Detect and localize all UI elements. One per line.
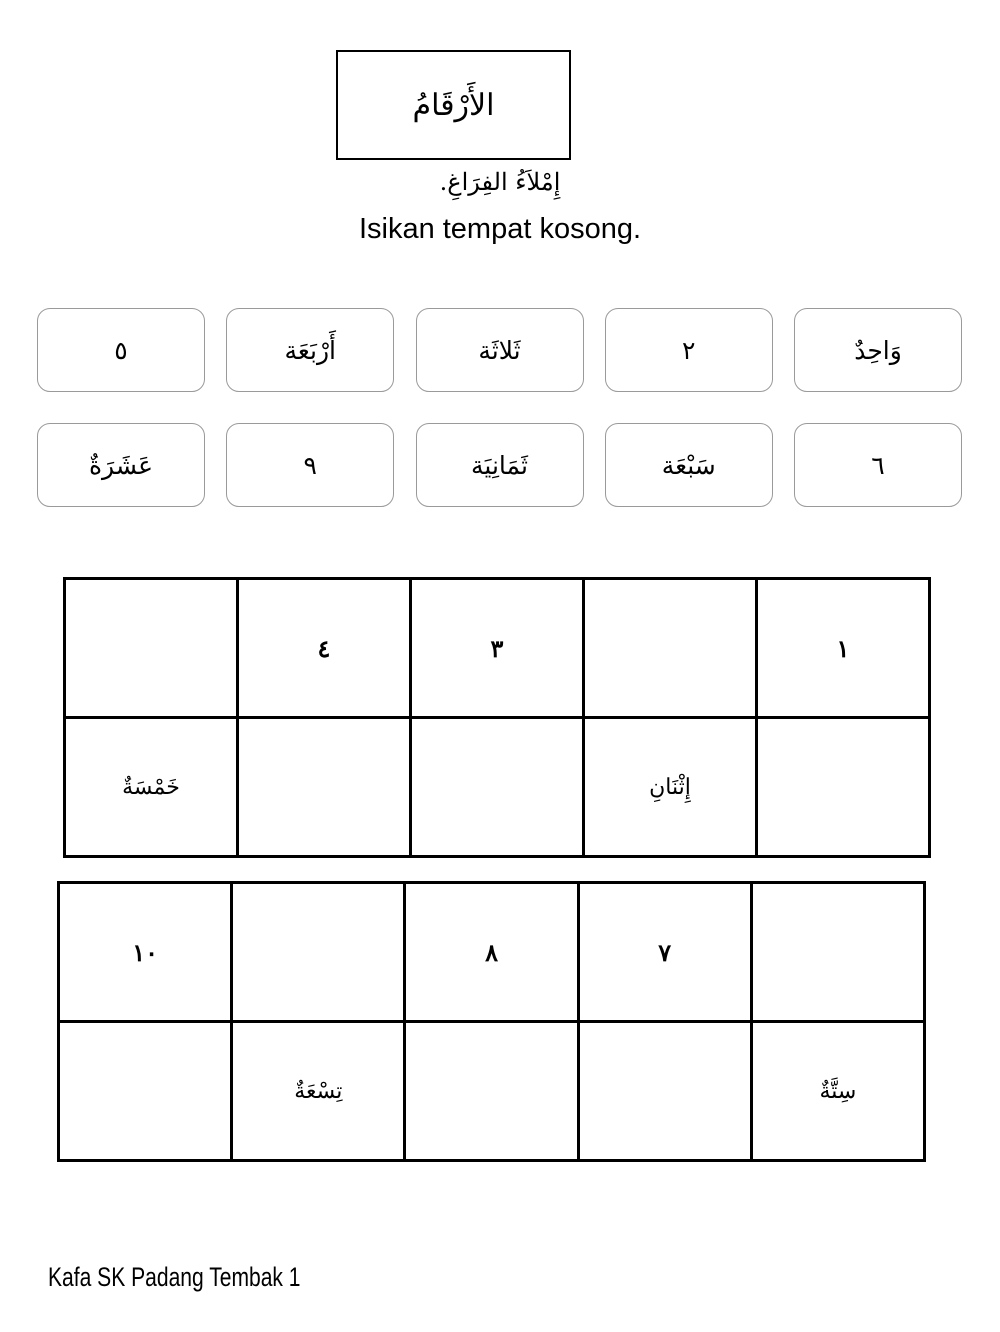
grid-cell[interactable]: ٤ <box>238 579 411 718</box>
grid-cell[interactable]: ١ <box>757 579 930 718</box>
drag-tile[interactable]: ٢ <box>605 308 773 392</box>
grid-cell[interactable] <box>59 1022 232 1161</box>
grid-cell[interactable] <box>238 718 411 857</box>
drag-tile[interactable]: عَشَرَةٌ <box>37 423 205 507</box>
drag-tile[interactable]: سَبْعَة <box>605 423 773 507</box>
number-grid-2 <box>57 881 926 1162</box>
number-grid-1 <box>63 577 931 858</box>
page-title: الأَرْقَامُ <box>412 87 495 123</box>
instruction-arabic: إِمْلاَءُ الفِرَاغِ. <box>439 168 561 196</box>
grid-cell[interactable]: سِتَّةٌ <box>751 1022 924 1161</box>
grid-cell[interactable]: ٨ <box>405 883 578 1022</box>
drag-tile[interactable]: ثَلاثَة <box>416 308 584 392</box>
grid-cell[interactable] <box>584 579 757 718</box>
drag-tile[interactable]: ٥ <box>37 308 205 392</box>
grid-cell[interactable]: تِسْعَةٌ <box>232 1022 405 1161</box>
grid-cell[interactable] <box>232 883 405 1022</box>
tile-row-2 <box>37 423 962 507</box>
instruction-malay: Isikan tempat kosong. <box>358 213 642 245</box>
drag-tile[interactable]: ٩ <box>226 423 394 507</box>
grid-cell[interactable]: ٣ <box>411 579 584 718</box>
title-box <box>336 50 571 160</box>
answer-tiles <box>37 308 962 538</box>
grid-cell[interactable]: إِثْنَانِ <box>584 718 757 857</box>
tile-row-1 <box>37 308 962 392</box>
grid-cell[interactable] <box>757 718 930 857</box>
grid-cell[interactable] <box>405 1022 578 1161</box>
footer-credit: Kafa SK Padang Tembak 1 <box>48 1262 301 1292</box>
grid-cell[interactable] <box>751 883 924 1022</box>
grid-word-row <box>59 1022 925 1161</box>
drag-tile[interactable]: أَرْبَعَة <box>226 308 394 392</box>
grid-cell[interactable]: خَمْسَةٌ <box>65 718 238 857</box>
drag-tile[interactable]: ٦ <box>794 423 962 507</box>
drag-tile[interactable]: ثَمَانِيَة <box>416 423 584 507</box>
grid-word-row <box>65 718 930 857</box>
grid-number-row <box>65 579 930 718</box>
grid-cell[interactable] <box>578 1022 751 1161</box>
grid-number-row <box>59 883 925 1022</box>
grid-cell[interactable] <box>411 718 584 857</box>
grid-cell[interactable]: ٧ <box>578 883 751 1022</box>
drag-tile[interactable]: وَاحِدٌ <box>794 308 962 392</box>
grid-cell[interactable]: ١٠ <box>59 883 232 1022</box>
grid-cell[interactable] <box>65 579 238 718</box>
